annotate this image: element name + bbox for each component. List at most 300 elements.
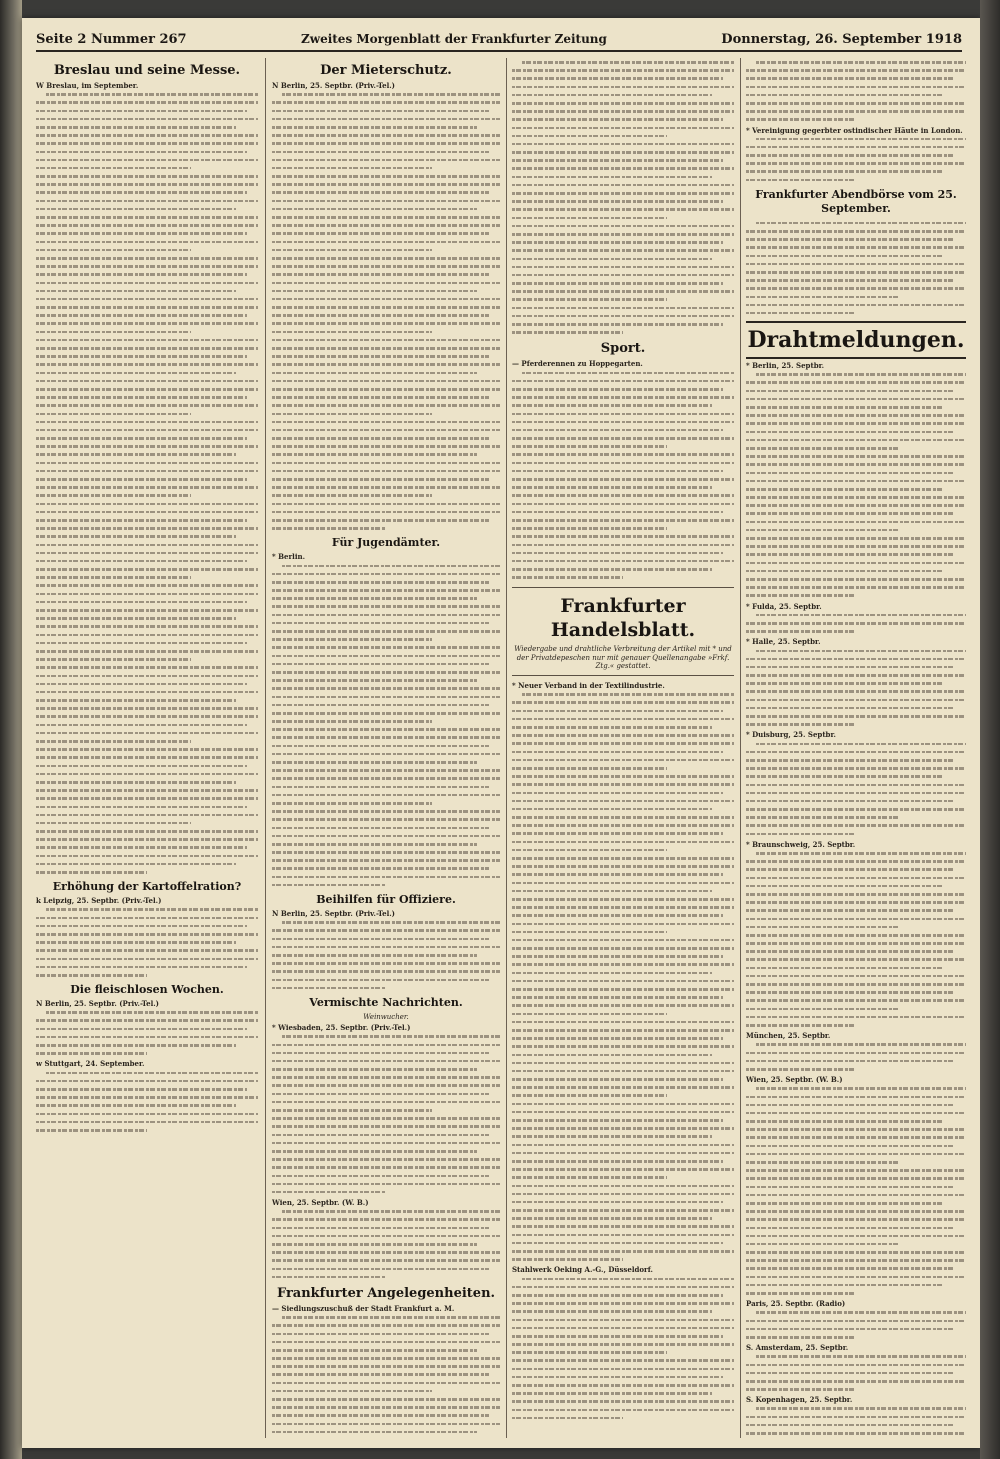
text-line — [272, 943, 500, 951]
text-line — [512, 230, 734, 238]
text-line — [272, 652, 500, 660]
text-line — [746, 1404, 966, 1412]
text-line — [272, 848, 500, 856]
text-line — [746, 1065, 966, 1073]
masthead-date: Donnerstag, 26. September 1918 — [721, 31, 962, 47]
article-body — [746, 611, 966, 636]
text-line — [36, 963, 258, 971]
text-line — [512, 928, 734, 936]
article-dateline: W Breslau, im September. — [36, 81, 139, 90]
text-line — [746, 789, 966, 797]
text-line — [272, 799, 500, 807]
text-line — [746, 915, 966, 923]
text-line — [746, 772, 966, 780]
article-dateline: — Siedlungszuschuß der Stadt Frankfurt a. M. — [272, 1303, 455, 1313]
text-line — [36, 483, 258, 491]
text-line — [512, 508, 734, 516]
text-line — [512, 715, 734, 723]
text-line — [272, 758, 500, 766]
text-line — [272, 783, 500, 791]
text-line — [272, 676, 500, 684]
article-dateline: * Neuer Verband in der Textilindustrie. — [512, 681, 665, 691]
article-body — [746, 647, 966, 729]
text-line — [272, 1172, 500, 1180]
text-line — [512, 173, 734, 181]
text-line — [36, 770, 258, 778]
text-line — [272, 1065, 500, 1073]
article-body — [36, 1008, 258, 1057]
text-line — [272, 709, 500, 717]
text-line — [272, 594, 500, 602]
text-line — [272, 1057, 500, 1065]
text-line — [36, 401, 258, 409]
text-line — [36, 852, 258, 860]
text-line — [272, 156, 500, 164]
text-line — [746, 898, 966, 906]
article-body — [512, 369, 734, 582]
article-dateline: Paris, 25. Septbr. (Radio) — [746, 1299, 846, 1309]
article-heading: Sport. — [600, 341, 646, 357]
article-heading: Für Jugendämter. — [331, 536, 441, 550]
text-line — [272, 774, 500, 782]
text-line — [746, 243, 966, 251]
text-line — [746, 1352, 966, 1360]
column-4 — [746, 58, 966, 1438]
text-line — [36, 164, 258, 172]
text-line — [36, 860, 258, 868]
text-line — [746, 647, 966, 655]
text-line — [36, 955, 258, 963]
text-line — [746, 1377, 966, 1385]
text-line — [512, 320, 734, 328]
text-line — [746, 452, 966, 460]
text-line — [512, 401, 734, 409]
text-line — [272, 434, 500, 442]
text-line — [746, 865, 966, 873]
text-line — [36, 90, 258, 98]
text-line — [512, 573, 734, 581]
text-line — [512, 698, 734, 706]
text-line — [36, 459, 258, 467]
text-line — [746, 931, 966, 939]
text-line — [746, 493, 966, 501]
text-line — [512, 960, 734, 968]
text-line — [272, 287, 500, 295]
text-line — [272, 918, 500, 926]
text-line — [746, 395, 966, 403]
text-line — [512, 483, 734, 491]
article-dateline: Wien, 25. Septbr. (W. B.) — [272, 1198, 369, 1208]
text-line — [36, 721, 258, 729]
text-line — [272, 393, 500, 401]
text-line — [272, 1428, 500, 1436]
article-body — [746, 1308, 966, 1341]
article-dateline: Wien, 25. Septbr. (W. B.) — [746, 1075, 843, 1085]
text-line — [272, 693, 500, 701]
text-line — [512, 549, 734, 557]
text-line — [272, 123, 500, 131]
text-line — [272, 1215, 500, 1223]
text-line — [272, 611, 500, 619]
text-line — [746, 159, 966, 167]
text-line — [36, 778, 258, 786]
text-line — [512, 731, 734, 739]
text-line — [36, 238, 258, 246]
article-dateline: * Berlin, 25. Septbr. — [746, 361, 825, 371]
article-dateline: * Fulda, 25. Septbr. — [746, 601, 822, 611]
text-line — [512, 1190, 734, 1198]
text-line — [746, 58, 966, 66]
text-line — [512, 1083, 734, 1091]
text-line — [36, 1033, 258, 1041]
text-line — [746, 1040, 966, 1048]
text-line — [746, 1158, 966, 1166]
text-line — [36, 712, 258, 720]
text-line — [746, 83, 966, 91]
text-line — [272, 270, 500, 278]
text-line — [746, 964, 966, 972]
text-line — [36, 270, 258, 278]
text-line — [746, 567, 966, 575]
text-line — [746, 1207, 966, 1215]
text-line — [746, 1183, 966, 1191]
text-line — [746, 477, 966, 485]
text-line — [272, 1139, 500, 1147]
text-line — [746, 704, 966, 712]
text-line — [512, 1124, 734, 1132]
article-dateline: * Berlin. — [272, 552, 306, 562]
text-line — [746, 151, 966, 159]
article-body — [746, 1404, 966, 1438]
text-line — [746, 619, 966, 627]
text-line — [746, 980, 966, 988]
text-line — [512, 1332, 734, 1340]
text-line — [512, 723, 734, 731]
text-line — [512, 690, 734, 698]
text-line — [512, 739, 734, 747]
article-body — [746, 849, 966, 1029]
text-line — [746, 1049, 966, 1057]
text-line — [512, 1034, 734, 1042]
text-line — [272, 352, 500, 360]
text-line — [36, 1077, 258, 1085]
text-line — [272, 856, 500, 864]
text-line — [746, 988, 966, 996]
text-line — [746, 720, 966, 728]
text-line — [36, 385, 258, 393]
text-line — [272, 1330, 500, 1338]
text-line — [746, 293, 966, 301]
text-line — [512, 1247, 734, 1255]
text-line — [746, 1199, 966, 1207]
text-line — [746, 91, 966, 99]
text-line — [36, 360, 258, 368]
text-line — [512, 1165, 734, 1173]
text-line — [512, 532, 734, 540]
text-line — [272, 1362, 500, 1370]
text-line — [36, 303, 258, 311]
text-line — [746, 1308, 966, 1316]
text-line — [512, 789, 734, 797]
text-line — [746, 1281, 966, 1289]
column-rule — [740, 58, 741, 1438]
text-line — [512, 312, 734, 320]
text-line — [512, 772, 734, 780]
text-line — [746, 1248, 966, 1256]
text-line — [746, 1333, 966, 1341]
text-line — [272, 1147, 500, 1155]
text-line — [746, 1093, 966, 1101]
text-line — [512, 1356, 734, 1364]
text-line — [512, 1283, 734, 1291]
text-line — [512, 977, 734, 985]
text-line — [272, 1032, 500, 1040]
text-line — [36, 295, 258, 303]
text-line — [746, 679, 966, 687]
text-line — [36, 971, 258, 979]
text-line — [36, 148, 258, 156]
text-line — [746, 821, 966, 829]
text-line — [36, 930, 258, 938]
page-edge — [980, 0, 1000, 1459]
text-line — [36, 573, 258, 581]
text-line — [746, 805, 966, 813]
text-line — [36, 753, 258, 761]
text-line — [272, 619, 500, 627]
text-line — [512, 491, 734, 499]
article-heading: Frankfurter Abendbörse vom 25. September. — [755, 187, 957, 215]
text-line — [272, 725, 500, 733]
text-line — [746, 756, 966, 764]
text-line — [746, 143, 966, 151]
text-line — [272, 1379, 500, 1387]
text-line — [272, 1411, 500, 1419]
text-line — [36, 914, 258, 922]
article-dateline: Stahlwerk Oeking A.-G., Düsseldorf. — [512, 1265, 653, 1275]
text-line — [512, 189, 734, 197]
text-line — [272, 524, 500, 532]
text-line — [36, 622, 258, 630]
text-line — [36, 1085, 258, 1093]
column-1 — [36, 58, 258, 1438]
text-line — [36, 843, 258, 851]
text-line — [746, 882, 966, 890]
text-line — [272, 205, 500, 213]
text-line — [272, 344, 500, 352]
text-line — [36, 811, 258, 819]
text-line — [36, 279, 258, 287]
text-line — [36, 410, 258, 418]
text-line — [36, 1069, 258, 1077]
text-line — [272, 1122, 500, 1130]
text-line — [272, 684, 500, 692]
text-line — [512, 985, 734, 993]
article-heading: Beihilfen für Offiziere. — [316, 893, 456, 907]
text-line — [746, 663, 966, 671]
text-line — [272, 401, 500, 409]
text-line — [36, 729, 258, 737]
text-line — [272, 733, 500, 741]
text-line — [746, 1421, 966, 1429]
text-line — [746, 712, 966, 720]
text-line — [512, 993, 734, 1001]
text-line — [746, 890, 966, 898]
text-line — [272, 1265, 500, 1273]
text-line — [36, 532, 258, 540]
text-line — [746, 583, 966, 591]
text-line — [272, 935, 500, 943]
text-line — [746, 276, 966, 284]
text-line — [512, 385, 734, 393]
text-line — [272, 750, 500, 758]
text-line — [272, 959, 500, 967]
text-line — [36, 508, 258, 516]
text-line — [272, 668, 500, 676]
text-line — [272, 90, 500, 98]
masthead — [36, 28, 962, 52]
text-line — [746, 1021, 966, 1029]
text-line — [36, 336, 258, 344]
text-line — [746, 1413, 966, 1421]
text-line — [272, 1163, 500, 1171]
text-line — [272, 766, 500, 774]
column-2 — [272, 58, 500, 1438]
text-line — [512, 1373, 734, 1381]
text-line — [272, 586, 500, 594]
text-line — [36, 131, 258, 139]
text-line — [746, 1215, 966, 1223]
text-line — [512, 1075, 734, 1083]
text-line — [272, 1436, 500, 1438]
text-line — [36, 107, 258, 115]
column-rule — [506, 58, 507, 1438]
text-line — [36, 188, 258, 196]
text-line — [746, 1437, 966, 1438]
text-line — [746, 996, 966, 1004]
text-line — [746, 781, 966, 789]
article-body — [272, 562, 500, 890]
masthead-left: Seite 2 Nummer 267 — [36, 31, 187, 47]
article-dateline: N Berlin, 25. Septbr. (Priv.-Tel.) — [272, 81, 395, 90]
text-line — [512, 418, 734, 426]
text-line — [746, 1166, 966, 1174]
text-line — [36, 786, 258, 794]
text-line — [512, 1340, 734, 1348]
text-line — [512, 1291, 734, 1299]
text-line — [272, 172, 500, 180]
text-line — [36, 680, 258, 688]
article-body — [272, 1207, 500, 1281]
text-line — [512, 541, 734, 549]
text-line — [746, 509, 966, 517]
text-line — [512, 222, 734, 230]
text-line — [512, 1381, 734, 1389]
text-line — [512, 1026, 734, 1034]
text-line — [512, 1132, 734, 1140]
text-line — [512, 279, 734, 287]
text-line — [36, 590, 258, 598]
column-3 — [512, 58, 734, 1438]
article-body — [36, 905, 258, 979]
text-line — [512, 1149, 734, 1157]
text-line — [272, 213, 500, 221]
text-line — [36, 123, 258, 131]
text-line — [36, 246, 258, 254]
text-line — [272, 377, 500, 385]
text-line — [512, 936, 734, 944]
text-line — [36, 565, 258, 573]
text-line — [36, 938, 258, 946]
text-line — [746, 1109, 966, 1117]
text-line — [746, 947, 966, 955]
article-body — [746, 135, 966, 184]
text-line — [36, 696, 258, 704]
text-line — [746, 252, 966, 260]
text-line — [512, 1239, 734, 1247]
text-line — [512, 1010, 734, 1018]
text-line — [512, 1406, 734, 1414]
text-line — [512, 459, 734, 467]
text-line — [746, 874, 966, 882]
text-line — [36, 319, 258, 327]
text-line — [512, 205, 734, 213]
text-line — [36, 287, 258, 295]
text-line — [512, 1231, 734, 1239]
text-line — [746, 403, 966, 411]
text-line — [512, 870, 734, 878]
text-line — [272, 873, 500, 881]
text-line — [272, 229, 500, 237]
article-body — [36, 90, 258, 876]
text-line — [272, 442, 500, 450]
text-line — [36, 819, 258, 827]
text-line — [272, 1395, 500, 1403]
text-line — [746, 1057, 966, 1065]
text-line — [272, 221, 500, 229]
text-line — [512, 115, 734, 123]
text-line — [272, 459, 500, 467]
text-line — [512, 1059, 734, 1067]
text-line — [272, 976, 500, 984]
text-line — [272, 246, 500, 254]
text-line — [512, 1397, 734, 1405]
text-line — [746, 1150, 966, 1158]
text-line — [512, 1324, 734, 1332]
text-line — [272, 328, 500, 336]
section-box — [512, 587, 734, 676]
text-line — [512, 1299, 734, 1307]
text-line — [746, 444, 966, 452]
text-line — [746, 284, 966, 292]
text-line — [512, 99, 734, 107]
text-line — [272, 139, 500, 147]
text-line — [36, 631, 258, 639]
text-line — [272, 1090, 500, 1098]
masthead-title: Zweites Morgenblatt der Frankfurter Zeitung — [300, 32, 607, 46]
text-line — [746, 135, 966, 143]
article-body — [512, 1275, 734, 1422]
text-line — [272, 1420, 500, 1428]
text-line — [512, 1206, 734, 1214]
text-line — [36, 369, 258, 377]
text-line — [272, 107, 500, 115]
text-line — [272, 791, 500, 799]
text-line — [746, 370, 966, 378]
text-line — [512, 1042, 734, 1050]
text-line — [746, 1429, 966, 1437]
text-line — [746, 1005, 966, 1013]
text-line — [512, 952, 734, 960]
